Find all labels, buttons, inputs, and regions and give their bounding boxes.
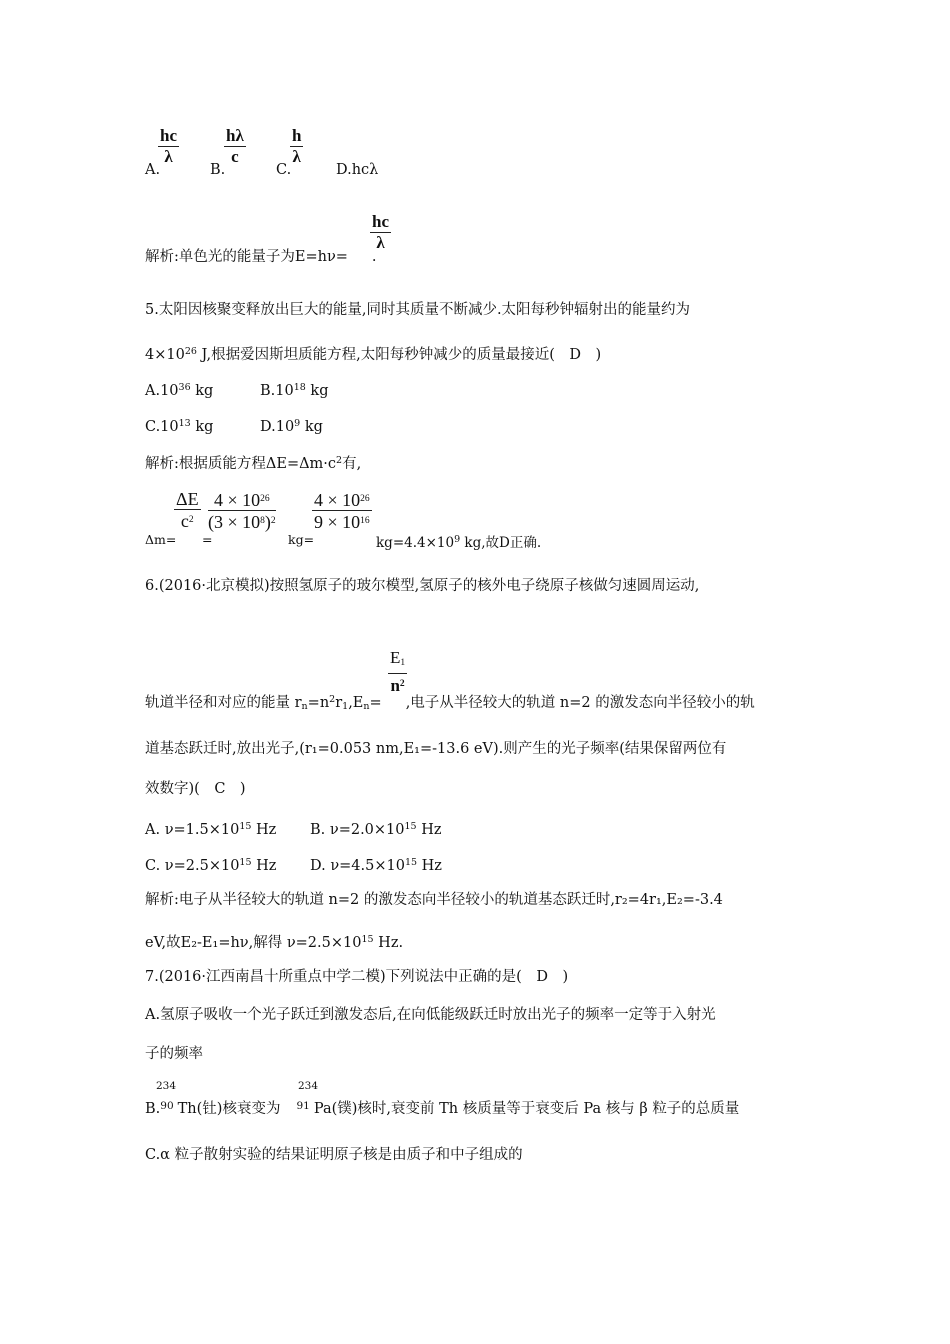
q5-eq-equals: = — [202, 532, 213, 547]
th-mass-number: 234 — [156, 1080, 177, 1092]
option-a-fraction: $\frac{hc}{\lambda}$ — [160, 126, 177, 166]
q7-option-b: B.$^{90}$ Th(钍)核衰变为 $^{91}$ Pa(镤)核时,衰变前 Th 核质量等于衰变后 Pa 核与 β 粒子的总质量 — [145, 1100, 740, 1117]
q6-analysis-line1: 解析:电子从半径较大的轨道 n=2 的激发态向半径较小的轨道基态跃迁时,r₂=4r₁,E₂=-3.4 — [145, 892, 723, 908]
option-b-label: B. — [210, 162, 226, 178]
option-c-label: C. — [276, 162, 292, 178]
q6-energy-fraction: $\frac{E_1}{n^2}$ — [390, 648, 406, 695]
q5-question-line2: $4\times 10^{26}$ J,根据爱因斯坦质能方程,太阳每秒钟减少的质量最接近( D ) — [145, 346, 602, 363]
option-c-fraction: $\frac{h}{\lambda}$ — [292, 126, 302, 166]
q6-question-line3: 道基态跃迁时,放出光子,(r₁=0.053 nm,E₁=-13.6 eV).则产生的光子频率(结果保留两位有 — [145, 741, 727, 757]
q5-question-line1: 5.太阳因核聚变释放出巨大的能量,同时其质量不断减少.太阳每秒钟辐射出的能量约为 — [145, 302, 691, 318]
q5-fraction-delta-e: $\frac{\Delta E}{c^2}$ — [176, 489, 199, 531]
option-d-label: D.hcλ — [336, 162, 379, 178]
q6-option-b: B. $\nu=2.0\times 10^{15}$ Hz — [310, 821, 442, 838]
q7-option-a-line2: 子的频率 — [145, 1046, 203, 1062]
q5-option-d: $D.10^9$ kg — [260, 418, 323, 435]
q5-eq-kg1: kg= — [288, 532, 315, 547]
pa-mass-number: 234 — [298, 1080, 319, 1092]
q5-option-c: $C.10^{13}$ kg — [145, 418, 214, 435]
q5-analysis: 解析:根据质能方程$\Delta E=\Delta m\cdot c^2$有, — [145, 455, 362, 472]
q6-option-a: A. $\nu=1.5\times 10^{15}$ Hz — [145, 821, 277, 838]
q4-analysis-fraction: $\frac{hc}{\lambda}$ — [372, 212, 389, 252]
q6-question-line4: 效数字)( C ) — [145, 781, 246, 797]
q5-fraction-simplified: $\frac{4 \times 10^{26}}{9 \times 10^{16}}$ — [314, 490, 370, 532]
q6-analysis-line2: eV,故E₂-E₁=hν,解得 $\nu=2.5\times 10^{15}$ Hz. — [145, 934, 404, 951]
q7-question: 7.(2016·江西南昌十所重点中学二模)下列说法中正确的是( D ) — [145, 969, 569, 985]
q6-question-line2: 轨道半径和对应的能量 $r_n=n^2r_1,E_n=$ ,电子从半径较大的轨道 n=2 的激发态向半径较小的轨 — [145, 694, 755, 712]
q4-analysis: 解析:单色光的能量子为E=hν= . — [145, 249, 377, 265]
q7-option-c: C.α 粒子散射实验的结果证明原子核是由质子和中子组成的 — [145, 1147, 523, 1163]
q5-eq-tail: $kg=4.4\times 10^9$ kg,故D正确. — [376, 534, 542, 551]
q5-option-a: $A.10^{36}$ kg — [145, 382, 214, 399]
q6-option-c: C. $\nu=2.5\times 10^{15}$ Hz — [145, 857, 277, 874]
q5-fraction-numeric: $\frac{4 \times 10^{26}}{(3 \times 10^8)^2}$ — [208, 490, 276, 532]
q5-option-b: $B.10^{18}$ kg — [260, 382, 329, 399]
q7-option-a-line1: A.氢原子吸收一个光子跃迁到激发态后,在向低能级跃迁时放出光子的频率一定等于入射光 — [145, 1007, 716, 1023]
option-a-label: A. — [145, 162, 161, 178]
q6-question-line1: 6.(2016·北京模拟)按照氢原子的玻尔模型,氢原子的核外电子绕原子核做匀速圆周运动, — [145, 578, 700, 594]
q5-eq-dm: Δm= — [145, 532, 177, 547]
q6-option-d: D. $\nu=4.5\times 10^{15}$ Hz — [310, 857, 442, 874]
option-b-fraction: $\frac{h\lambda}{c}$ — [226, 126, 244, 166]
